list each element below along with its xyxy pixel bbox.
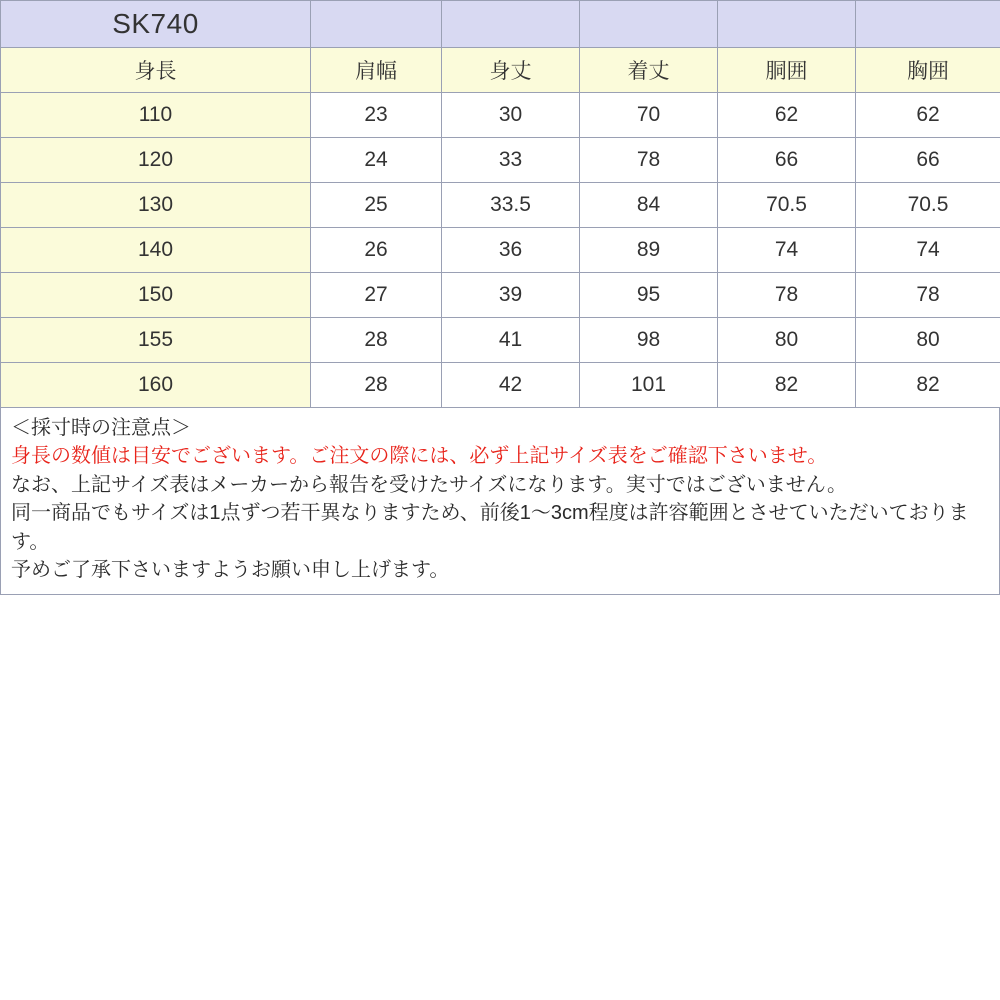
table-header-row xyxy=(1,48,1000,93)
cell-body-length: 33.5 xyxy=(442,183,580,228)
cell-shoulder: 27 xyxy=(311,273,442,318)
cell-waist: 70.5 xyxy=(718,183,856,228)
cell-chest: 66 xyxy=(856,138,1000,183)
notes-heading: ＜採寸時の注意点＞ xyxy=(11,417,191,439)
cell-height: 120 xyxy=(1,138,311,183)
cell-chest: 82 xyxy=(856,363,1000,408)
cell-waist: 62 xyxy=(718,93,856,138)
cell-garment-length: 98 xyxy=(580,318,718,363)
cell-chest: 80 xyxy=(856,318,1000,363)
cell-garment-length: 95 xyxy=(580,273,718,318)
notes-line-3: 同一商品でもサイズは1点ずつ若干異なりますため、前後1～3cm程度は許容範囲とさせていただいております。 xyxy=(11,502,969,553)
cell-body-length: 30 xyxy=(442,93,580,138)
title-spacer-cell-4 xyxy=(718,1,856,48)
notes-line-4: 予めご了承下さいますようお願い申し上げます。 xyxy=(11,558,450,581)
notes-line-2: なお、上記サイズ表はメーカーから報告を受けたサイズになります。実寸ではございません。 xyxy=(11,473,847,496)
cell-shoulder: 23 xyxy=(311,93,442,138)
table-row xyxy=(1,183,1000,228)
table-row xyxy=(1,93,1000,138)
title-spacer-cell-2 xyxy=(442,1,580,48)
cell-garment-length: 70 xyxy=(580,93,718,138)
cell-body-length: 39 xyxy=(442,273,580,318)
cell-waist: 82 xyxy=(718,363,856,408)
title-spacer-cell-1 xyxy=(311,1,442,48)
title-spacer-cell-3 xyxy=(580,1,718,48)
cell-chest: 70.5 xyxy=(856,183,1000,228)
column-header-shoulder: 肩幅 xyxy=(311,48,442,93)
cell-garment-length: 78 xyxy=(580,138,718,183)
cell-waist: 74 xyxy=(718,228,856,273)
table-row xyxy=(1,318,1000,363)
cell-waist: 78 xyxy=(718,273,856,318)
cell-chest: 62 xyxy=(856,93,1000,138)
cell-waist: 80 xyxy=(718,318,856,363)
cell-height: 155 xyxy=(1,318,311,363)
column-header-body-length: 身丈 xyxy=(442,48,580,93)
cell-chest: 78 xyxy=(856,273,1000,318)
product-code-title: SK740 xyxy=(1,1,311,48)
table-row xyxy=(1,138,1000,183)
cell-shoulder: 26 xyxy=(311,228,442,273)
column-header-garment-length: 着丈 xyxy=(580,48,718,93)
size-table xyxy=(0,0,1000,408)
cell-garment-length: 84 xyxy=(580,183,718,228)
cell-waist: 66 xyxy=(718,138,856,183)
cell-body-length: 33 xyxy=(442,138,580,183)
cell-garment-length: 101 xyxy=(580,363,718,408)
cell-height: 160 xyxy=(1,363,311,408)
cell-garment-length: 89 xyxy=(580,228,718,273)
table-title-row xyxy=(1,1,1000,48)
cell-height: 140 xyxy=(1,228,311,273)
column-header-chest: 胸囲 xyxy=(856,48,1000,93)
notes-warning: 身長の数値は目安でございます。ご注文の際には、必ず上記サイズ表をご確認下さいませ。 xyxy=(11,445,828,468)
cell-height: 150 xyxy=(1,273,311,318)
column-header-height: 身長 xyxy=(1,48,311,93)
table-row xyxy=(1,228,1000,273)
cell-height: 130 xyxy=(1,183,311,228)
cell-body-length: 41 xyxy=(442,318,580,363)
cell-body-length: 36 xyxy=(442,228,580,273)
cell-height: 110 xyxy=(1,93,311,138)
measurement-notes xyxy=(0,408,1000,595)
cell-shoulder: 25 xyxy=(311,183,442,228)
table-row xyxy=(1,273,1000,318)
cell-shoulder: 24 xyxy=(311,138,442,183)
column-header-waist: 胴囲 xyxy=(718,48,856,93)
cell-chest: 74 xyxy=(856,228,1000,273)
table-row xyxy=(1,363,1000,408)
cell-shoulder: 28 xyxy=(311,318,442,363)
title-spacer-cell-5 xyxy=(856,1,1000,48)
cell-shoulder: 28 xyxy=(311,363,442,408)
cell-body-length: 42 xyxy=(442,363,580,408)
